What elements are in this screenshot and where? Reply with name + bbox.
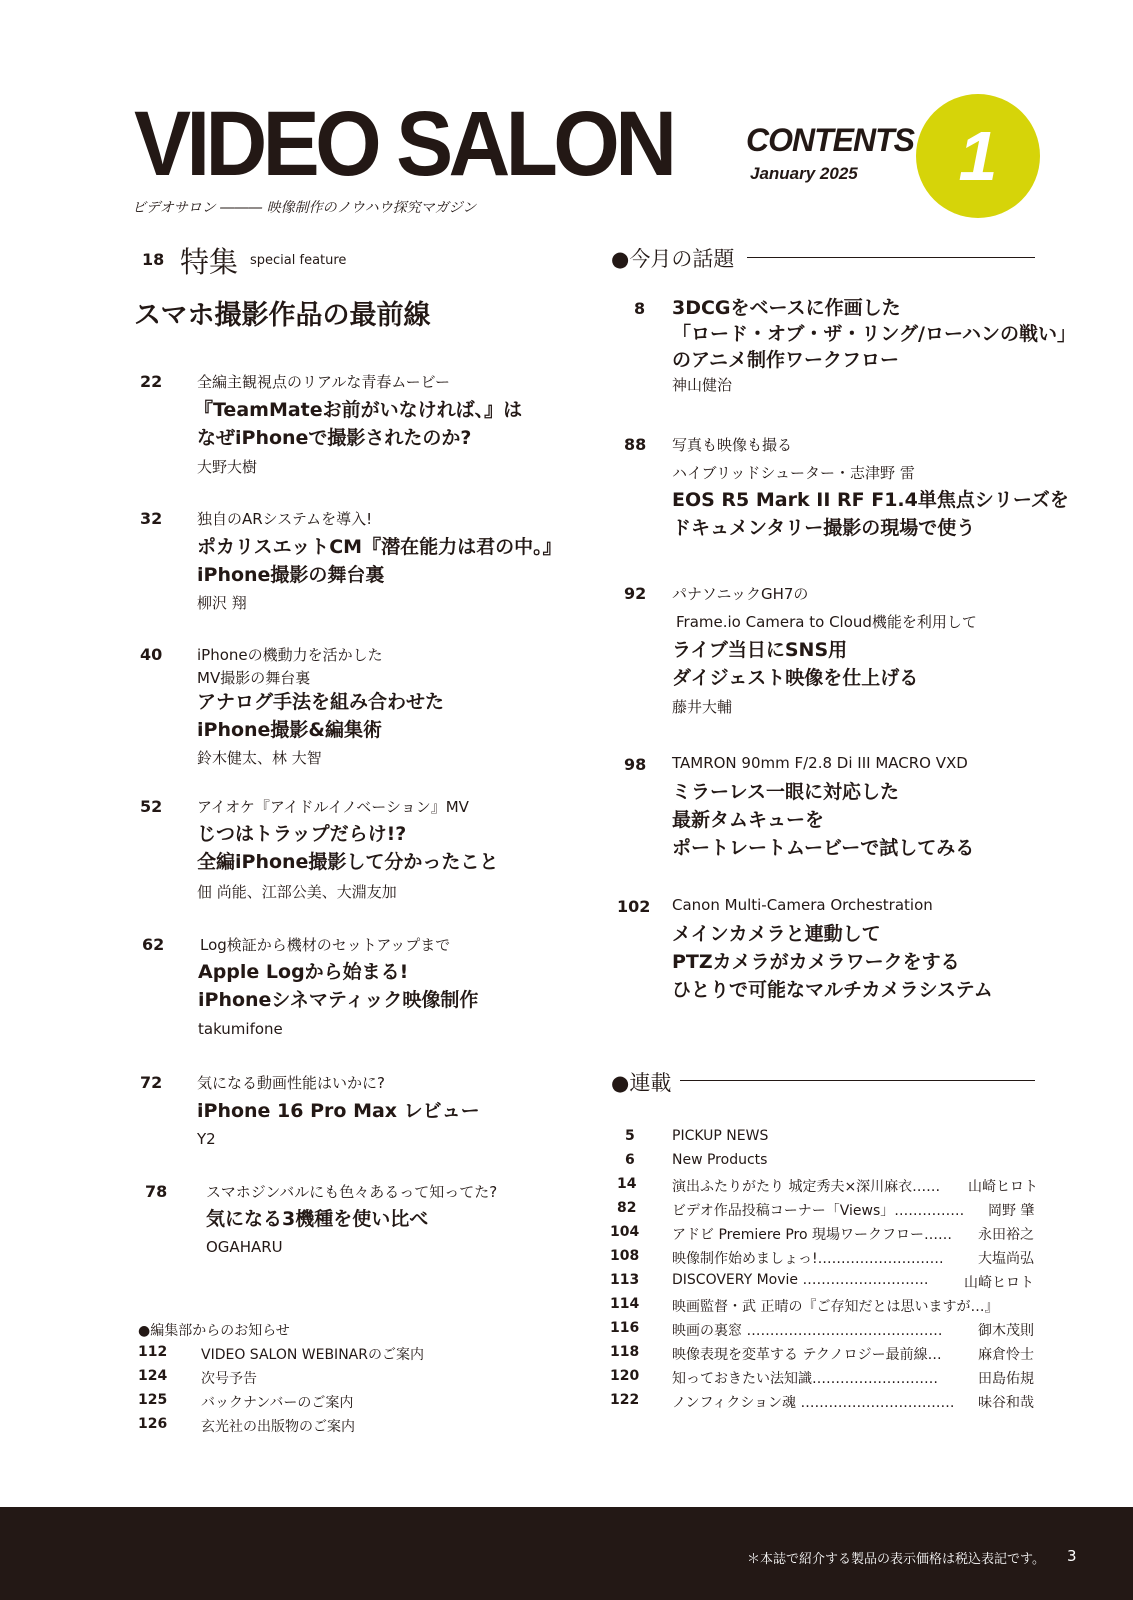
serial-text[interactable]: PICKUP NEWS	[672, 1128, 769, 1144]
topic-title[interactable]: EOS R5 Mark II RF F1.4単焦点シリーズを	[672, 489, 1069, 511]
magazine-logo: VIDEO SALON	[134, 93, 673, 195]
serial-page[interactable]: 108	[610, 1248, 640, 1264]
topic-title[interactable]: ダイジェスト映像を仕上げる	[672, 667, 919, 689]
article-author: 柳沢 翔	[197, 594, 247, 612]
article-title[interactable]: iPhone 16 Pro Max レビュー	[197, 1100, 480, 1122]
serial-author: 御木茂則	[978, 1323, 1034, 1339]
article-page-22[interactable]: 22	[140, 372, 163, 391]
serial-text[interactable]: 知っておきたい法知識………………………	[672, 1371, 938, 1387]
serial-text[interactable]: 演出ふたりがたり 城定秀夫×深川麻衣……	[672, 1179, 941, 1195]
serial-author: 大塩尚弘	[978, 1251, 1034, 1267]
serial-page[interactable]: 6	[625, 1152, 635, 1168]
article-author: 大野大樹	[197, 458, 258, 476]
footer-note: ＊本誌で紹介する製品の表示価格は税込表記です。	[747, 1552, 1045, 1567]
feature-title: スマホ撮影作品の最前線	[134, 300, 431, 331]
article-title[interactable]: iPhone撮影&編集術	[197, 719, 382, 741]
serial-page[interactable]: 122	[610, 1392, 640, 1408]
serial-author: 山崎ヒロト	[964, 1275, 1034, 1291]
serial-page[interactable]: 113	[610, 1272, 640, 1288]
article-subtitle: アイオケ『アイドルイノベーション』MV	[197, 798, 469, 816]
topic-page-98[interactable]: 98	[624, 755, 647, 774]
topic-page-88[interactable]: 88	[624, 435, 647, 454]
article-title[interactable]: 全編iPhone撮影して分かったこと	[197, 851, 499, 873]
article-title[interactable]: iPhone撮影の舞台裏	[197, 564, 385, 586]
issue-number: 1	[958, 117, 998, 195]
magazine-tagline: ビデオサロン ――― 映像制作のノウハウ探究マガジン	[132, 200, 477, 216]
topic-title[interactable]: のアニメ制作ワークフロー	[672, 349, 900, 371]
feature-label-en: special feature	[250, 253, 347, 268]
topics-divider	[747, 257, 1035, 258]
serial-text[interactable]: DISCOVERY Movie ………………………	[672, 1272, 929, 1288]
article-author: 鈴木健太、林 大智	[197, 749, 322, 767]
serial-text[interactable]: 映像制作始めましょっ!………………………	[672, 1251, 944, 1267]
serial-text[interactable]: New Products	[672, 1152, 768, 1168]
serial-text[interactable]: ビデオ作品投稿コーナー「Views」……………	[672, 1203, 965, 1219]
notice-page[interactable]: 112	[138, 1344, 168, 1360]
topic-subtitle: Frame.io Camera to Cloud機能を利用して	[676, 613, 977, 631]
topic-title[interactable]: 「ロード・オブ・ザ・リング/ローハンの戦い」	[672, 323, 1077, 345]
article-title[interactable]: アナログ手法を組み合わせた	[197, 691, 445, 713]
article-title[interactable]: 『TeamMateお前がいなければ、』は	[194, 399, 523, 421]
serial-page[interactable]: 104	[610, 1224, 640, 1240]
topic-title[interactable]: ポートレートムービーで試してみる	[672, 837, 975, 859]
topic-page-8[interactable]: 8	[634, 299, 646, 318]
issue-date: January 2025	[750, 164, 858, 183]
serial-author: 岡野 肇	[988, 1203, 1035, 1219]
notice-page[interactable]: 125	[138, 1392, 168, 1408]
topics-heading: ●今月の話題	[611, 247, 735, 271]
notice-text[interactable]: 玄光社の出版物のご案内	[201, 1419, 355, 1435]
article-page-78[interactable]: 78	[145, 1182, 168, 1201]
article-title[interactable]: Apple Logから始まる!	[198, 961, 409, 983]
notices-heading: ●編集部からのお知らせ	[138, 1323, 290, 1339]
topic-page-92[interactable]: 92	[624, 584, 647, 603]
article-page-52[interactable]: 52	[140, 797, 163, 816]
feature-page-number[interactable]: 18	[142, 250, 165, 269]
serial-text[interactable]: アドビ Premiere Pro 現場ワークフロー……	[672, 1227, 953, 1243]
article-author: takumifone	[198, 1020, 283, 1038]
topic-title[interactable]: 最新タムキューを	[672, 809, 825, 831]
article-subtitle: スマホジンバルにも色々あるって知ってた?	[206, 1183, 498, 1201]
topic-subtitle: 写真も映像も撮る	[672, 436, 793, 454]
topic-subtitle: ハイブリッドシューター・志津野 雷	[672, 464, 915, 482]
article-page-62[interactable]: 62	[142, 935, 165, 954]
article-title[interactable]: iPhoneシネマティック映像制作	[198, 989, 479, 1011]
serial-page[interactable]: 118	[610, 1344, 640, 1360]
topic-author: 藤井大輔	[672, 698, 733, 716]
article-page-72[interactable]: 72	[140, 1073, 163, 1092]
serial-author: 永田裕之	[978, 1227, 1034, 1243]
topic-title[interactable]: ドキュメンタリー撮影の現場で使う	[672, 517, 976, 539]
serial-text[interactable]: ノンフィクション魂 ……………………………	[672, 1395, 955, 1411]
serial-text[interactable]: 映像表現を変革する テクノロジー最前線…	[672, 1347, 942, 1363]
article-title[interactable]: 気になる3機種を使い比べ	[206, 1208, 429, 1230]
topic-page-102[interactable]: 102	[617, 897, 651, 916]
serial-author: 山崎ヒロト	[968, 1179, 1038, 1195]
serial-page[interactable]: 120	[610, 1368, 640, 1384]
topic-title[interactable]: ひとりで可能なマルチカメラシステム	[672, 979, 993, 1001]
serials-heading: ●連載	[611, 1071, 672, 1095]
article-title[interactable]: ポカリスエットCM『潜在能力は君の中。』	[197, 536, 562, 558]
topic-title[interactable]: 3DCGをベースに作画した	[672, 297, 901, 319]
serial-page[interactable]: 114	[610, 1296, 640, 1312]
serial-text[interactable]: 映画監督・武 正晴の『ご存知だとは思いますが…』	[672, 1299, 999, 1315]
article-author: OGAHARU	[206, 1238, 283, 1256]
serial-text[interactable]: 映画の裏窓 ……………………………………	[672, 1323, 943, 1339]
notice-text[interactable]: VIDEO SALON WEBINARのご案内	[201, 1347, 424, 1363]
feature-label: 特集	[180, 245, 239, 279]
article-page-32[interactable]: 32	[140, 509, 163, 528]
serial-page[interactable]: 14	[617, 1176, 637, 1192]
notice-text[interactable]: バックナンバーのご案内	[201, 1395, 354, 1411]
notice-page[interactable]: 124	[138, 1368, 168, 1384]
article-subtitle: iPhoneの機動力を活かした	[197, 646, 383, 664]
article-author: Y2	[197, 1130, 216, 1148]
footer-page-number: 3	[1067, 1547, 1077, 1565]
serial-author: 田島佑規	[978, 1371, 1034, 1387]
topic-title[interactable]: ライブ当日にSNS用	[672, 639, 848, 661]
topic-title[interactable]: PTZカメラがカメラワークをする	[672, 951, 960, 973]
serial-page[interactable]: 82	[617, 1200, 637, 1216]
contents-label: CONTENTS	[746, 122, 914, 158]
topic-subtitle: TAMRON 90mm F/2.8 Di III MACRO VXD	[672, 754, 968, 772]
article-subtitle: 気になる動画性能はいかに?	[197, 1074, 385, 1092]
topic-subtitle: Canon Multi-Camera Orchestration	[672, 896, 933, 914]
article-subtitle: MV撮影の舞台裏	[197, 669, 311, 687]
serial-page[interactable]: 5	[625, 1128, 635, 1144]
article-subtitle: Log検証から機材のセットアップまで	[200, 936, 451, 954]
topic-subtitle: パナソニックGH7の	[672, 585, 809, 603]
serial-author: 味谷和哉	[978, 1395, 1034, 1411]
article-author: 佃 尚能、江部公美、大淵友加	[197, 883, 397, 901]
topic-title[interactable]: メインカメラと連動して	[672, 923, 881, 945]
notice-page[interactable]: 126	[138, 1416, 168, 1432]
issue-number-badge	[916, 94, 1040, 218]
notice-text[interactable]: 次号予告	[201, 1371, 257, 1387]
topic-author: 神山健治	[672, 376, 733, 394]
serials-divider	[680, 1080, 1035, 1081]
serial-author: 麻倉怜士	[978, 1347, 1034, 1363]
article-subtitle: 独自のARシステムを導入!	[197, 510, 373, 528]
article-title[interactable]: じつはトラップだらけ!?	[197, 823, 407, 845]
serial-page[interactable]: 116	[610, 1320, 640, 1336]
article-subtitle: 全編主観視点のリアルな青春ムービー	[197, 373, 451, 391]
topic-title[interactable]: ミラーレス一眼に対応した	[672, 781, 900, 803]
article-title[interactable]: なぜiPhoneで撮影されたのか?	[197, 427, 472, 449]
article-page-40[interactable]: 40	[140, 645, 163, 664]
